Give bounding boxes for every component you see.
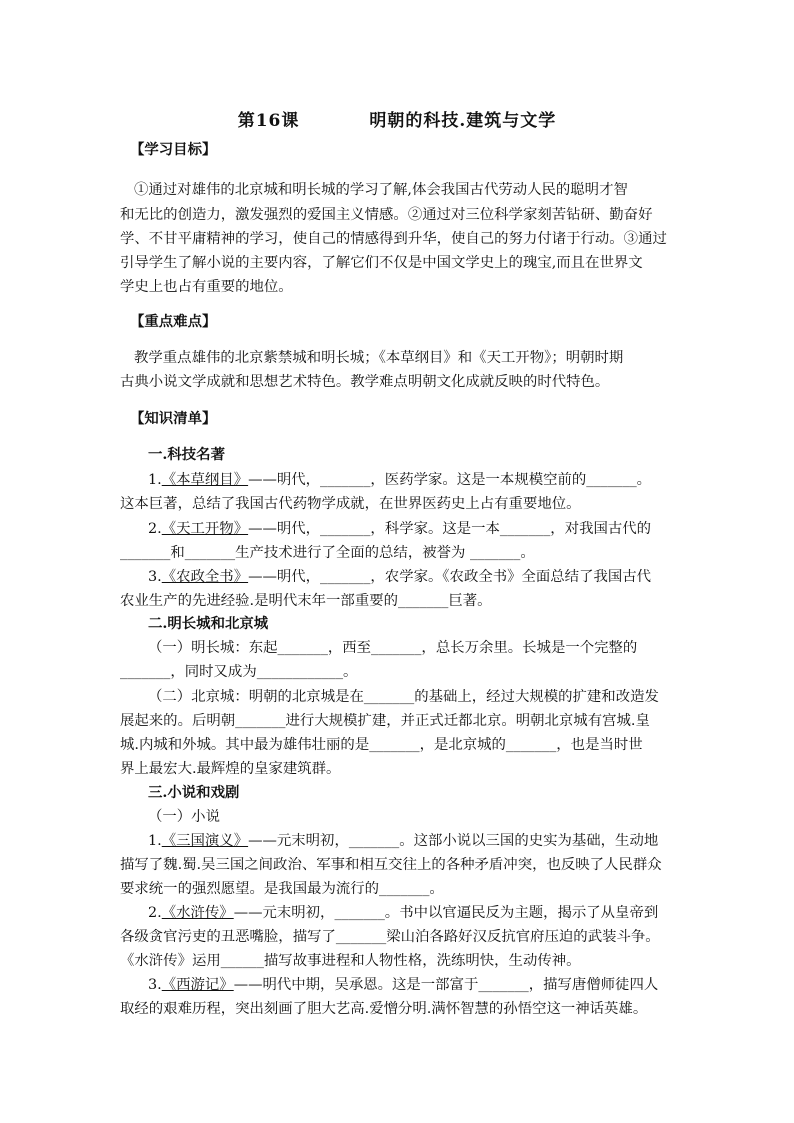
book-title: 《农政全书》 xyxy=(161,569,249,585)
text-line: （二）北京城：明朝的北京城是在_______的基础上，经过大规模的扩建和改造发 xyxy=(148,689,659,705)
page-title xyxy=(0,106,794,131)
text-line: _______和_______生产技术进行了全面的总结，被誉为 _______。 xyxy=(120,545,535,561)
knowledge-heading: 【知识清单】 xyxy=(130,410,217,427)
key-points-line: 教学重点雄伟的北京紫禁城和明长城；《本草纲目》和《天工开物》；明朝时期 xyxy=(134,350,624,366)
text-line: 这本巨著，总结了我国古代药物学成就，在世界医药史上占有重要地位。 xyxy=(120,496,581,512)
objectives-line: 和无比的创造力，激发强烈的爱国主义情感。②通过对三位科学家刻苦钻研、勤奋好 xyxy=(120,207,653,223)
book-title: 《三国演义》 xyxy=(161,833,249,849)
text-line: 取经的艰难历程，突出刻画了胆大艺高.爱憎分明.满怀智慧的孙悟空这一神话英雄。 xyxy=(120,1001,648,1017)
text-line: 《水浒传》运用______描写故事进程和人物性格，洗练明快，生动传神。 xyxy=(120,953,581,969)
book-title: 《西游记》 xyxy=(161,977,234,993)
list-item: 1.《本草纲目》——明代，_______，医药学家。这是一本规模空前的_______。 xyxy=(148,472,652,488)
text-line: _______，同时又成为____________。 xyxy=(120,664,358,680)
lesson-name: 明朝的科技.建筑与文学 xyxy=(369,111,557,131)
text-line: （一）明长城：东起_______，西至_______，总长万余里。长城是一个完整的 xyxy=(148,640,638,656)
lesson-number: 第16课 xyxy=(237,111,300,131)
objectives-line: 学、不甘平庸精神的学习，使自己的情感得到升华，使自己的努力付诸于行动。③通过 xyxy=(120,231,667,247)
list-item: 3.《西游记》——明代中期，吴承恩。这是一部富于_______，描写唐僧师徒四人 xyxy=(148,977,659,993)
text-line: 要求统一的强烈愿望。是我国最为流行的_______。 xyxy=(120,881,444,897)
section-title: 二.明长城和北京城 xyxy=(148,615,269,632)
text-line: 描写了魏.蜀.吴三国之间政治、军事和相互交往上的各种矛盾冲突，也反映了人民群众 xyxy=(120,857,662,873)
text-line: 展起来的。后明朝_______进行大规模扩建，并正式迁都北京。明朝北京城有宫城.皇 xyxy=(120,713,650,729)
text-line: 城.内城和外城。其中最为雄伟壮丽的是_______，是北京城的_______，也是当时世 xyxy=(120,737,643,753)
book-title: 《本草纲目》 xyxy=(161,472,249,488)
section-title: 一.科技名著 xyxy=(148,446,225,463)
list-item: 1.《三国演义》——元末明初，_______。这部小说以三国的史实为基础，生动地 xyxy=(148,833,659,849)
objectives-line: 引导学生了解小说的主要内容，了解它们不仅是中国文学史上的瑰宝,而且在世界文 xyxy=(120,255,643,271)
text-line: 各级贪官污吏的丑恶嘴脸，描写了_______梁山泊各路好汉反抗官府压迫的武装斗争。 xyxy=(120,929,660,945)
list-item: 3.《农政全书》——明代，_______，农学家。《农政全书》全面总结了我国古代 xyxy=(148,569,652,585)
book-title: 《水浒传》 xyxy=(161,905,234,921)
subsection-title: （一）小说 xyxy=(148,809,220,825)
objectives-line: 学史上也占有重要的地位。 xyxy=(120,279,293,295)
book-title: 《天工开物》 xyxy=(161,521,249,537)
objectives-line: ①通过对雄伟的北京城和明长城的学习了解,体会我国古代劳动人民的聪明才智 xyxy=(134,182,628,198)
list-item: 2.《天工开物》——明代，_______，科学家。这是一本_______，对我国古代的 xyxy=(148,521,652,537)
text-line: 界上最宏大.最辉煌的皇家建筑群。 xyxy=(120,761,341,777)
text-line: 农业生产的先进经验.是明代末年一部重要的_______巨著。 xyxy=(120,593,492,609)
key-points-line: 古典小说文学成就和思想艺术特色。教学难点明朝文化成就反映的时代特色。 xyxy=(120,374,610,390)
section-title: 三.小说和戏剧 xyxy=(148,784,240,801)
key-points-heading: 【重点难点】 xyxy=(130,313,217,330)
list-item: 2.《水浒传》——元末明初，_______。书中以官逼民反为主题，揭示了从皇帝到 xyxy=(148,905,659,921)
objectives-heading: 【学习目标】 xyxy=(130,141,217,158)
